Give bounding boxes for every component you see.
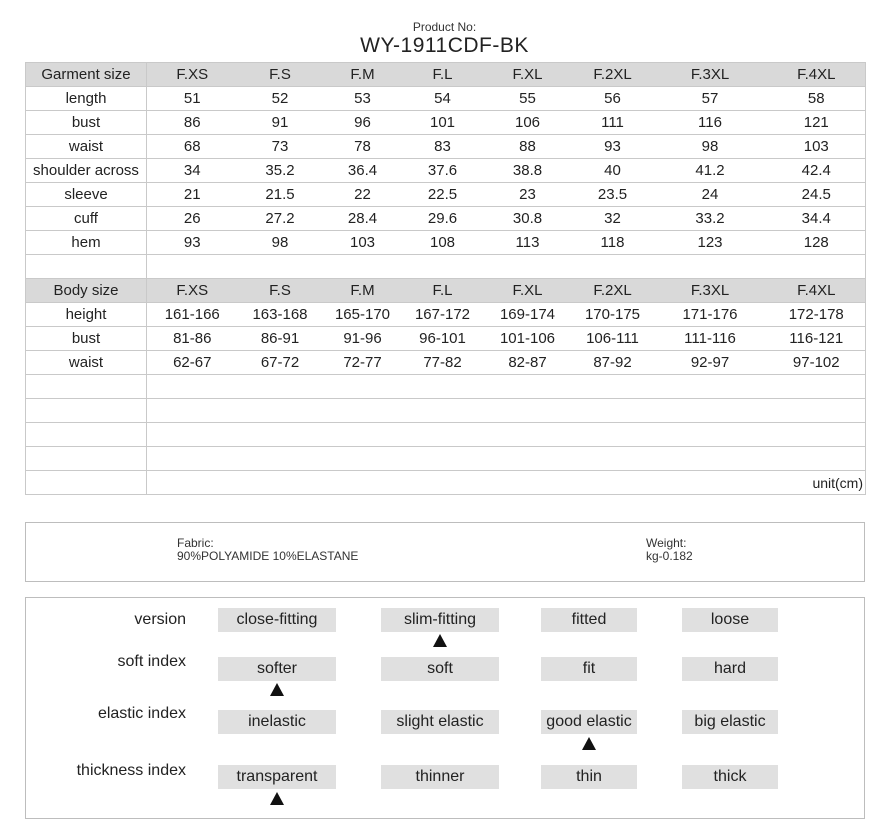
unit-label: unit(cm) — [147, 471, 866, 495]
table-cell: 83 — [403, 135, 483, 159]
size-column-header: F.L — [403, 63, 483, 87]
table-cell: 78 — [323, 135, 403, 159]
row-label: hem — [26, 231, 147, 255]
table-cell: 72-77 — [323, 351, 403, 375]
table-cell: 36.4 — [323, 159, 403, 183]
size-column-header: F.XL — [483, 279, 573, 303]
thickness-option-thinner: thinner — [381, 765, 499, 789]
table-cell: 108 — [403, 231, 483, 255]
table-cell: 169-174 — [483, 303, 573, 327]
table-cell: 33.2 — [653, 207, 768, 231]
empty-row — [26, 471, 866, 495]
soft-index-label: soft index — [117, 653, 186, 670]
table-cell: 21.5 — [238, 183, 323, 207]
row-label: waist — [26, 135, 147, 159]
fabric-info — [177, 537, 358, 563]
version-option-loose: loose — [682, 608, 778, 632]
table-cell: 91 — [238, 111, 323, 135]
table-cell: 116-121 — [768, 327, 866, 351]
empty-row — [26, 255, 866, 279]
size-column-header: F.M — [323, 279, 403, 303]
version-label: version — [134, 611, 186, 628]
table-cell: 68 — [147, 135, 238, 159]
fabric-weight-box — [25, 522, 865, 582]
empty-cell — [147, 399, 866, 423]
table-cell: 57 — [653, 87, 768, 111]
size-column-header: F.XL — [483, 63, 573, 87]
table-cell: 82-87 — [483, 351, 573, 375]
table-row — [26, 327, 866, 351]
table-cell: 73 — [238, 135, 323, 159]
table-cell: 23.5 — [573, 183, 653, 207]
elastic-option-slight-elastic: slight elastic — [381, 710, 499, 734]
empty-row — [26, 423, 866, 447]
table-row — [26, 303, 866, 327]
table-cell: 35.2 — [238, 159, 323, 183]
size-column-header: F.XS — [147, 279, 238, 303]
empty-cell — [147, 375, 866, 399]
garment-header-label: Garment size — [26, 63, 147, 87]
table-cell: 86-91 — [238, 327, 323, 351]
table-cell: 86 — [147, 111, 238, 135]
elastic-option-big-elastic: big elastic — [682, 710, 778, 734]
fabric-label: Fabric: — [177, 536, 214, 550]
thickness-option-thick: thick — [682, 765, 778, 789]
empty-cell — [147, 447, 866, 471]
table-cell: 171-176 — [653, 303, 768, 327]
table-cell: 67-72 — [238, 351, 323, 375]
garment-header-row — [26, 63, 866, 87]
table-cell: 88 — [483, 135, 573, 159]
empty-cell — [26, 255, 147, 279]
row-label: bust — [26, 327, 147, 351]
table-cell: 111 — [573, 111, 653, 135]
table-cell: 111-116 — [653, 327, 768, 351]
table-cell: 52 — [238, 87, 323, 111]
table-cell: 101-106 — [483, 327, 573, 351]
table-cell: 24 — [653, 183, 768, 207]
table-cell: 56 — [573, 87, 653, 111]
soft-option-fit: fit — [541, 657, 637, 681]
table-row — [26, 351, 866, 375]
table-cell: 106 — [483, 111, 573, 135]
table-cell: 55 — [483, 87, 573, 111]
table-cell: 103 — [323, 231, 403, 255]
table-cell: 81-86 — [147, 327, 238, 351]
table-cell: 22 — [323, 183, 403, 207]
weight-info — [646, 537, 693, 563]
row-label: sleeve — [26, 183, 147, 207]
table-cell: 27.2 — [238, 207, 323, 231]
table-cell: 97-102 — [768, 351, 866, 375]
table-cell: 91-96 — [323, 327, 403, 351]
thickness-selected-marker-icon — [270, 792, 284, 805]
empty-cell — [26, 447, 147, 471]
table-cell: 167-172 — [403, 303, 483, 327]
empty-cell — [26, 423, 147, 447]
product-number: WY-1911CDF-BK — [360, 34, 529, 57]
version-option-slim-fitting: slim-fitting — [381, 608, 499, 632]
soft-selected-marker-icon — [270, 683, 284, 696]
table-cell: 40 — [573, 159, 653, 183]
elastic-selected-marker-icon — [582, 737, 596, 750]
row-label: length — [26, 87, 147, 111]
table-cell: 96-101 — [403, 327, 483, 351]
table-cell: 106-111 — [573, 327, 653, 351]
size-column-header: F.S — [238, 279, 323, 303]
table-row — [26, 183, 866, 207]
table-cell: 26 — [147, 207, 238, 231]
table-cell: 51 — [147, 87, 238, 111]
empty-row — [26, 375, 866, 399]
thickness-option-thin: thin — [541, 765, 637, 789]
table-cell: 28.4 — [323, 207, 403, 231]
version-option-close-fitting: close-fitting — [218, 608, 336, 632]
size-column-header: F.S — [238, 63, 323, 87]
empty-cell — [26, 471, 147, 495]
size-column-header: F.2XL — [573, 63, 653, 87]
weight-label: Weight: — [646, 536, 687, 550]
table-cell: 37.6 — [403, 159, 483, 183]
table-cell: 93 — [147, 231, 238, 255]
table-cell: 165-170 — [323, 303, 403, 327]
table-cell: 58 — [768, 87, 866, 111]
elastic-index-label: elastic index — [97, 705, 186, 722]
table-cell: 23 — [483, 183, 573, 207]
weight-value: kg-0.182 — [646, 549, 693, 563]
size-column-header: F.4XL — [768, 279, 866, 303]
table-cell: 34 — [147, 159, 238, 183]
table-cell: 38.8 — [483, 159, 573, 183]
table-cell: 93 — [573, 135, 653, 159]
empty-row — [26, 399, 866, 423]
soft-option-softer: softer — [218, 657, 336, 681]
table-cell: 42.4 — [768, 159, 866, 183]
table-cell: 118 — [573, 231, 653, 255]
empty-cell — [147, 255, 866, 279]
table-cell: 170-175 — [573, 303, 653, 327]
size-table — [25, 62, 866, 495]
table-cell: 103 — [768, 135, 866, 159]
table-row — [26, 159, 866, 183]
table-cell: 161-166 — [147, 303, 238, 327]
empty-row — [26, 447, 866, 471]
size-column-header: F.2XL — [573, 279, 653, 303]
size-column-header: F.XS — [147, 63, 238, 87]
row-label: shoulder across — [26, 159, 147, 183]
table-cell: 163-168 — [238, 303, 323, 327]
attributes-panel — [25, 597, 865, 819]
table-cell: 32 — [573, 207, 653, 231]
version-option-fitted: fitted — [541, 608, 637, 632]
version-selected-marker-icon — [433, 634, 447, 647]
product-number-label: Product No: — [412, 20, 477, 34]
row-label: bust — [26, 111, 147, 135]
thickness-option-transparent: transparent — [218, 765, 336, 789]
soft-option-hard: hard — [682, 657, 778, 681]
size-column-header: F.L — [403, 279, 483, 303]
row-label: waist — [26, 351, 147, 375]
body-header-label: Body size — [26, 279, 147, 303]
row-label: height — [26, 303, 147, 327]
table-cell: 116 — [653, 111, 768, 135]
table-cell: 96 — [323, 111, 403, 135]
table-cell: 98 — [653, 135, 768, 159]
table-cell: 41.2 — [653, 159, 768, 183]
table-cell: 87-92 — [573, 351, 653, 375]
fabric-value: 90%POLYAMIDE 10%ELASTANE — [177, 549, 359, 563]
row-label: cuff — [26, 207, 147, 231]
table-cell: 53 — [323, 87, 403, 111]
table-cell: 24.5 — [768, 183, 866, 207]
table-row — [26, 87, 866, 111]
table-row — [26, 135, 866, 159]
table-cell: 29.6 — [403, 207, 483, 231]
table-cell: 92-97 — [653, 351, 768, 375]
soft-option-soft: soft — [381, 657, 499, 681]
table-cell: 113 — [483, 231, 573, 255]
size-column-header: F.4XL — [768, 63, 866, 87]
table-cell: 128 — [768, 231, 866, 255]
table-cell: 77-82 — [403, 351, 483, 375]
table-cell: 30.8 — [483, 207, 573, 231]
empty-cell — [26, 375, 147, 399]
elastic-option-inelastic: inelastic — [218, 710, 336, 734]
table-cell: 54 — [403, 87, 483, 111]
table-cell: 62-67 — [147, 351, 238, 375]
elastic-option-good-elastic: good elastic — [541, 710, 637, 734]
table-cell: 21 — [147, 183, 238, 207]
thickness-index-label: thickness index — [76, 762, 186, 779]
size-column-header: F.M — [323, 63, 403, 87]
table-cell: 98 — [238, 231, 323, 255]
table-row — [26, 207, 866, 231]
table-cell: 172-178 — [768, 303, 866, 327]
table-cell: 34.4 — [768, 207, 866, 231]
size-column-header: F.3XL — [653, 279, 768, 303]
size-column-header: F.3XL — [653, 63, 768, 87]
product-header — [0, 20, 889, 58]
empty-cell — [26, 399, 147, 423]
table-cell: 101 — [403, 111, 483, 135]
table-cell: 22.5 — [403, 183, 483, 207]
table-row — [26, 111, 866, 135]
empty-cell — [147, 423, 866, 447]
table-cell: 121 — [768, 111, 866, 135]
table-cell: 123 — [653, 231, 768, 255]
table-row — [26, 231, 866, 255]
body-header-row — [26, 279, 866, 303]
